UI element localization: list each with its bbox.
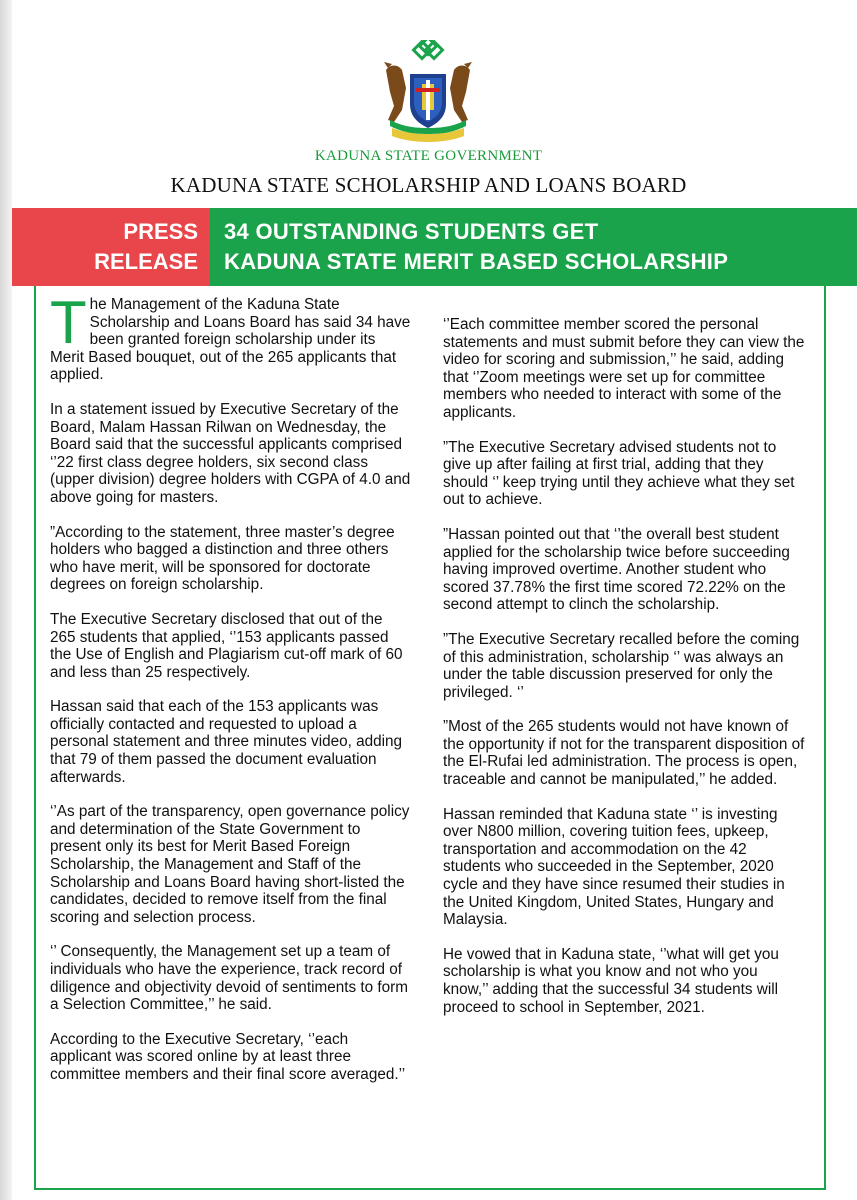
coat-of-arms-icon — [372, 40, 484, 152]
paragraph: Hassan said that each of the 153 applicants was officially contacted and requested to upload a personal statement and three minutes video, adding that 79 of them passed the document evaluation afterwards. — [50, 698, 403, 786]
paragraph — [50, 289, 412, 384]
paragraph: ‘’ Consequently, the Management set up a team of individuals who have the experience, track record of diligence and objectivity devoid of sentiments to form a Selection Committee,’’ he said. — [50, 943, 408, 1014]
paragraph-text: he Management of the Kaduna State Scholarship and Loans Board has said 34 have been granted foreign scholarship under its Merit Based bouquet, out of the 265 applicants that applied. — [50, 296, 411, 384]
paragraph: In a statement issued by Executive Secretary of the Board, Malam Hassan Rilwan on Wednesday, the Board said that the successful applicants comprised ‘’22 first class degree holders, six second class (upper division) degree holders with CGPA of 4.0 and above going for masters. — [50, 400, 411, 506]
headline-line2: KADUNA STATE MERIT BASED SCHOLARSHIP — [224, 249, 729, 274]
paragraph: According to the Executive Secretary, ‘’each applicant was scored online by at least three committee members and their final score averaged.’’ — [50, 1030, 406, 1083]
paragraph: ”According to the statement, three master’s degree holders who bagged a distinction and three others who have merit, will be sponsored for doctorate degrees on foreign scholarship. — [50, 523, 395, 594]
article-column-left — [50, 289, 412, 1101]
press-release-line2: RELEASE — [94, 249, 198, 274]
government-name: KADUNA STATE GOVERNMENT — [314, 148, 543, 164]
article-column-right — [443, 296, 805, 1033]
headline — [210, 208, 857, 286]
paragraph: The Executive Secretary disclosed that out of the 265 students that applied, ‘’153 applicants passed the Use of English and Plagiarism cut-off mark of 60 and less than 25 respectively. — [50, 610, 403, 681]
paragraph: ”The Executive Secretary recalled before the coming of this administration, scholarship ‘’ was always an under the table discussion preserved for only the privileged. ‘’ — [443, 630, 800, 701]
paragraph: ”The Executive Secretary advised students not to give up after failing at first trial, adding that they should ‘’ keep trying until they achieve what they set out to achieve. — [443, 438, 795, 509]
paragraph: ‘’Each committee member scored the personal statements and must submit before they can view the video for scoring and submission,’’ he said, adding that ‘’Zoom meetings were set up for committee members who needed to interact with some of the applicants. — [443, 316, 805, 421]
headline-line1: 34 OUTSTANDING STUDENTS GET — [224, 219, 599, 244]
paragraph: He vowed that in Kaduna state, ‘’what will get you scholarship is what you know and not who you know,’’ adding that the successful 34 students will proceed to school in September, 2021. — [443, 945, 779, 1016]
board-name: KADUNA STATE SCHOLARSHIP AND LOANS BOARD — [170, 173, 687, 197]
headline-banner — [12, 208, 857, 286]
paragraph: ”Most of the 265 students would not have known of the opportunity if not for the transparent disposition of the El-Rufai led administration. The process is open, traceable and cannot be manipulated,’’ he added. — [443, 718, 805, 789]
drop-cap: T — [50, 289, 87, 356]
paragraph: Hassan reminded that Kaduna state ‘’ is investing over N800 million, covering tuition fees, upkeep, transportation and accommodation on the 42 students who succeeded in the September, 2020 cycle and they have since resumed their studies in the United Kingdom, United States, Hungary and Malaysia. — [443, 805, 785, 929]
paragraph: ‘’As part of the transparency, open governance policy and determination of the State Government to present only its best for Merit Based Foreign Scholarship, the Management and Staff of the Scholarship and Loans Board having short-listed the candidates, decided to remove itself from the final scoring and selection process. — [50, 803, 410, 926]
paragraph: ”Hassan pointed out that ‘’the overall best student applied for the scholarship twice before succeeding having improved overtime. Another student who scored 37.78% the first time scored 72.22% on the second attempt to clinch the scholarship. — [443, 525, 790, 614]
press-release-line1: PRESS — [123, 219, 198, 244]
press-release-label — [12, 208, 210, 286]
